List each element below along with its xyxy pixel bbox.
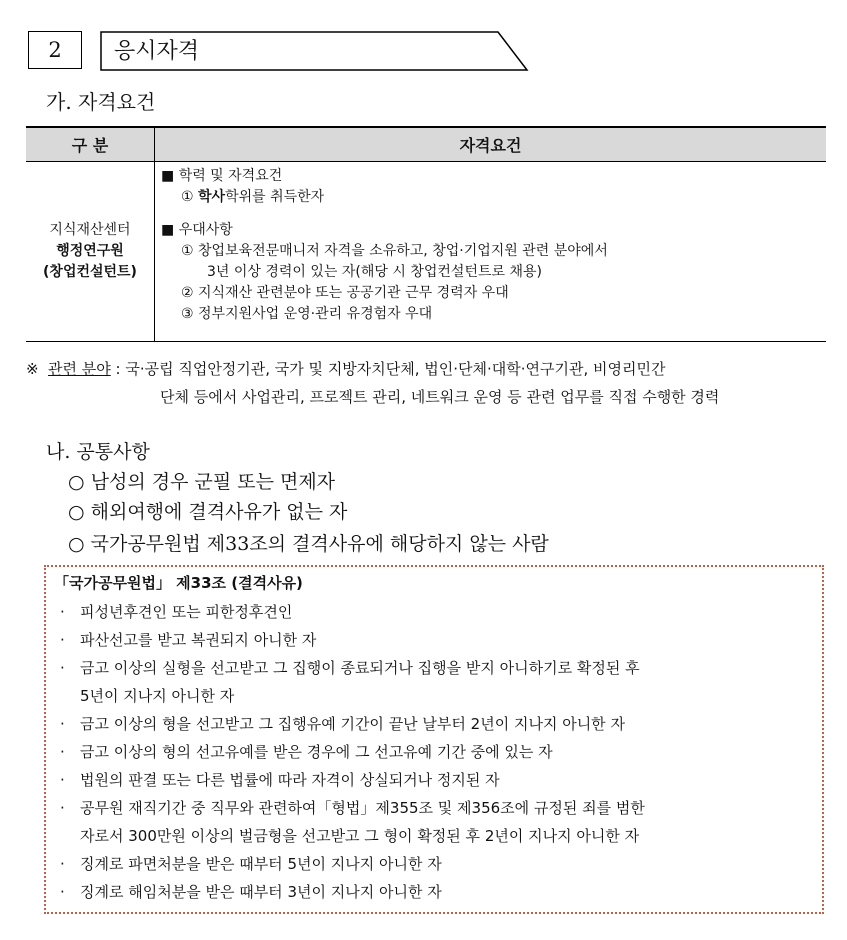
- note-sep: :: [110, 360, 126, 378]
- list-item: · 금고 이상의 형을 선고받고 그 집행유예 기간이 끝난 날부터 2년이 지나지 아니한 자: [60, 715, 625, 733]
- req1-title: 학력 및 자격요건: [178, 168, 283, 184]
- item-number: ②: [181, 285, 194, 301]
- req2-heading: [161, 220, 826, 241]
- item-number: ①: [181, 243, 194, 259]
- related-field-note: [26, 355, 836, 411]
- category-line3: (창업컨설턴트): [43, 264, 137, 280]
- table-row: [26, 162, 826, 342]
- list-item: · 법원의 판결 또는 다른 법률에 따라 자격이 상실되거나 정지된 자: [60, 771, 500, 789]
- list-item: · 피성년후견인 또는 피한정후견인: [60, 603, 293, 621]
- req1-item: [161, 187, 826, 208]
- section-title: 응시자격: [114, 39, 200, 64]
- common-item: ○ 해외여행에 결격사유가 없는 자: [68, 501, 348, 523]
- note-label: 관련 분야: [48, 360, 111, 378]
- list-item-cont: 자로서 300만원 이상의 벌금형을 선고받고 그 형이 확정된 후 2년이 지나지 아니한 자: [80, 827, 640, 845]
- note-mark: ※: [26, 360, 39, 378]
- requirement-cell: [155, 162, 827, 342]
- req2-item-cont: 3년 이상 경력이 있는 자(해당 시 창업컨설턴트로 채용): [207, 264, 542, 280]
- req1-heading: [161, 166, 826, 187]
- req1-item-bold: 학사: [198, 189, 226, 205]
- subsection-b-heading: 나. 공통사항: [46, 441, 150, 463]
- common-item: ○ 남성의 경우 군필 또는 면제자: [68, 471, 336, 493]
- list-item: · 징계로 파면처분을 받은 때부터 5년이 지나지 아니한 자: [60, 855, 442, 873]
- table-header-row: [26, 127, 826, 162]
- category-cell: [26, 162, 155, 342]
- subsection-a-heading: 가. 자격요건: [46, 90, 156, 114]
- req1-item-rest: 학위를 취득한자: [225, 189, 325, 205]
- req2-item: [161, 283, 826, 304]
- list-item: · 공무원 재직기간 중 직무와 관련하여「형법」제355조 및 제356조에 규정된 죄를 범한: [60, 799, 645, 817]
- note-line1: [26, 355, 836, 383]
- section-number: 2: [48, 38, 62, 62]
- req2-item-text: 지식재산 관련분야 또는 공공기관 근무 경력자 우대: [198, 285, 509, 301]
- list-item: · 금고 이상의 형의 선고유예를 받은 경우에 그 선고유예 기간 중에 있는 자: [60, 743, 553, 761]
- section-number-box: [28, 31, 82, 69]
- item-number: ①: [181, 189, 194, 205]
- common-item: ○ 국가공무원법 제33조의 결격사유에 해당하지 않는 사람: [68, 533, 549, 555]
- header-requirement: 자격요건: [155, 127, 827, 162]
- law-list: [56, 598, 816, 906]
- list-item-cont: 5년이 지나지 아니한 자: [80, 687, 235, 705]
- req2-item: [161, 241, 826, 262]
- note-text1: 국·공립 직업안정기관, 국가 및 지방자치단체, 법인·단체·대학·연구기관, 비영리민간: [125, 360, 666, 378]
- list-item: · 징계로 해임처분을 받은 때부터 3년이 지나지 아니한 자: [60, 883, 442, 901]
- category-line1: 지식재산센터: [49, 222, 131, 238]
- law-title: 「국가공무원법」 제33조 (결격사유): [54, 574, 303, 592]
- req2-item: [161, 304, 826, 325]
- req2-item-text: 창업보육전문매니저 자격을 소유하고, 창업·기업지원 관련 분야에서: [198, 243, 608, 259]
- req2-item-text: 정부지원사업 운영·관리 유경험자 우대: [198, 306, 433, 322]
- header-category: 구 분: [26, 127, 155, 162]
- qualification-table: [26, 126, 826, 342]
- req2-title: 우대사항: [178, 222, 233, 238]
- square-bullet-icon: ■: [161, 168, 175, 184]
- list-item: · 파산선고를 받고 복권되지 아니한 자: [60, 631, 317, 649]
- item-number: ③: [181, 306, 194, 322]
- category-line2: 행정연구원: [56, 243, 124, 259]
- square-bullet-icon: ■: [161, 222, 175, 238]
- list-item: · 금고 이상의 실형을 선고받고 그 집행이 종료되거나 집행을 받지 아니하기로 확정된 후: [60, 659, 640, 677]
- note-line2: 단체 등에서 사업관리, 프로젝트 관리, 네트워크 운영 등 관련 업무를 직접 수행한 경력: [160, 388, 720, 406]
